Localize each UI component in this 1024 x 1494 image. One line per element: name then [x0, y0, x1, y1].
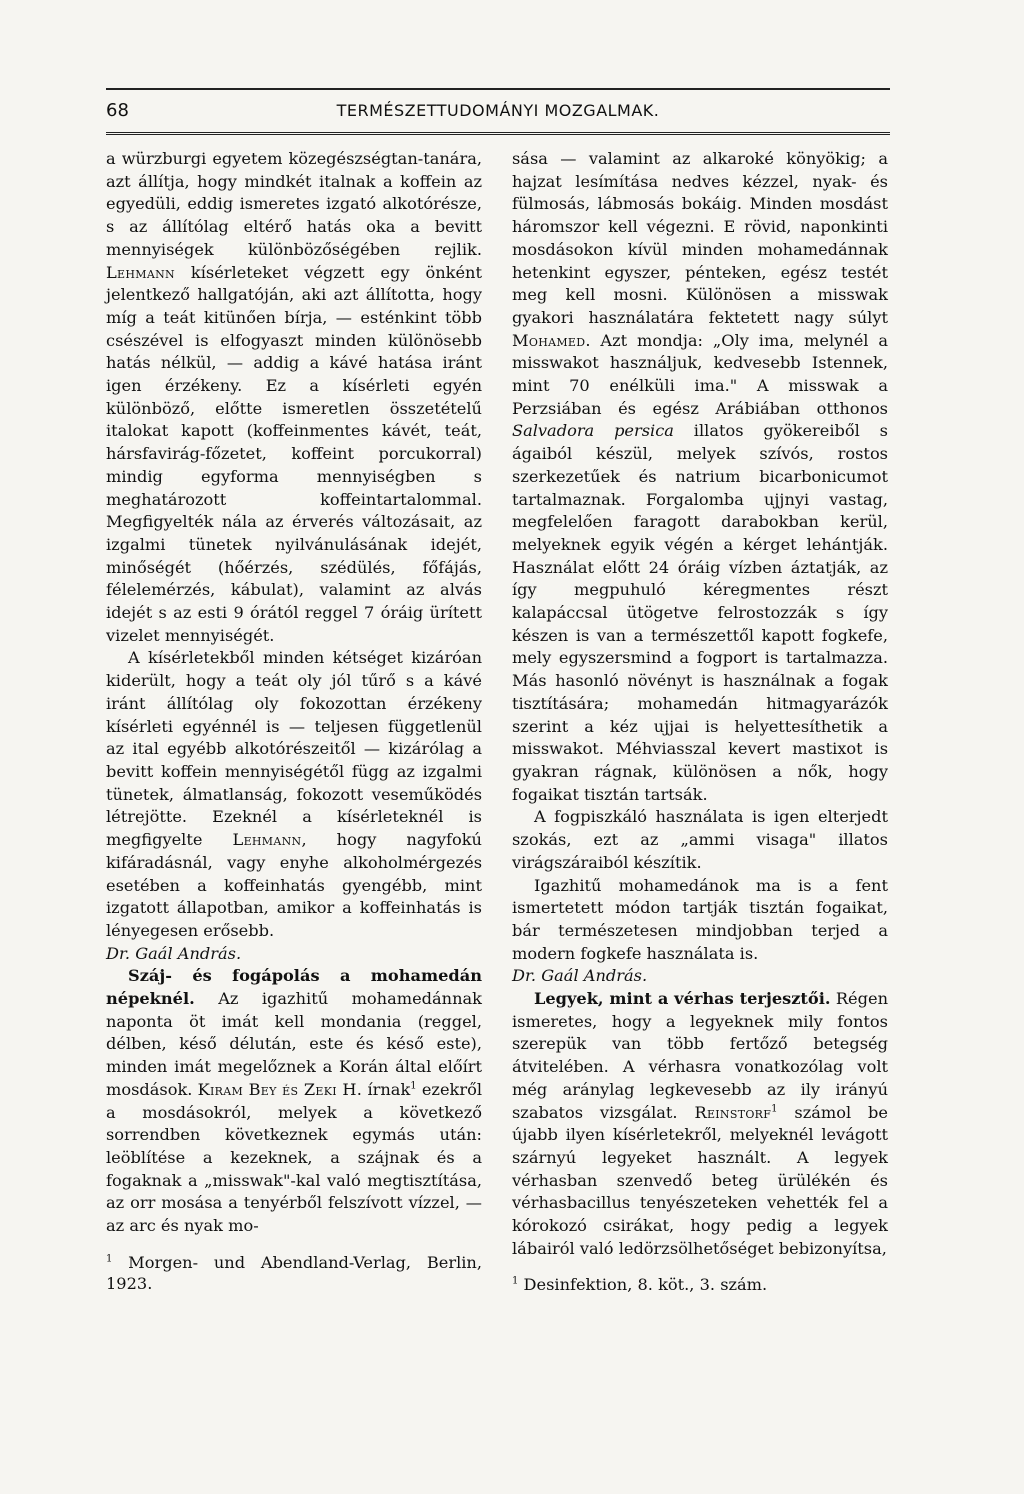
- running-title: TERMÉSZETTUDOMÁNYI MOZGALMAK.: [336, 101, 660, 120]
- coffee-paragraph-1: a würzburgi egyetem közegészségtan-tanára, azt állítja, hogy mindkét italnak a koffein az egyedüli, eddig ismeretes izgató alkotórésze, s az állítólag eltérő hatás oka a bevitt mennyiségek különbözőségében rejlik. Lehmann kísérleteket végzett egy önként jelentkező hallgatóján, aki azt állította, hogy míg a teát kitünően bírja, — esténkint több csészével is elfogyaszt minden különösebb hatás nélkül, — addig a kávé hatása iránt igen érzékeny. Ez a kísérleti egyén különböző, előtte ismeretlen összetételű italokat kapott (koffeinmentes kávét, teát, hársfavirág-főzetet, koffeint porcukorral) mindig egyforma mennyiségben s meghatározott koffeintartalommal. Megfigyelték nála az érverés változásait, az izgalmi tünetek nyilvánulásának idejét, minőségét (hőérzés, szédülés, főfájás, félelemérzés, kábulat), valamint az alvás idejét s az esti 9 órától reggel 7 óráig ürített vizelet mennyiségét.: [106, 149, 482, 645]
- right-column: [512, 148, 888, 1295]
- name-mohamed: Mohamed: [512, 330, 586, 350]
- author-names-kiram-zeki: Kiram Bey és Zeki H.: [197, 1079, 363, 1099]
- page-number: 68: [106, 100, 129, 121]
- hygiene-paragraph-1: Száj- és fogápolás a mohamedán népeknél. Az igazhitű mohamedánnak naponta öt imát kell mondania (reggel, délben, késő délután, este és késő este), minden imát megelőznek a Korán által előírt mosdások. Kiram Bey és Zeki H. írnak$^1$ ezekről a mosdásokról, melyek a következő sorrendben következnek egymás után: leöblítése a kezeknek, a szájnak és a fogaknak a „misswak"-kal való megtisztítása, az orr mosása a tenyérből felszívott vízzel, — az arc és nyak mo-: [106, 966, 483, 1236]
- signature-2: Dr. Gaál András.: [512, 966, 648, 986]
- author-name-lehmann-2: Lehmann: [232, 830, 302, 850]
- species-name: Salvadora persica: [512, 421, 674, 441]
- footnote-marker-right: 1: [771, 1103, 778, 1115]
- section-heading-flies: Legyek, mint a vérhas terjesztői.: [534, 989, 831, 1009]
- author-name-reinstorf: Reinstorf: [694, 1102, 772, 1122]
- left-column: [106, 148, 482, 1294]
- coffee-paragraph-2: A kísérletekből minden kétséget kizáróan kiderült, hogy a teát oly jól tűrő s a kávé iránt állítólag oly fokozottan érzékeny kísérleti egyénnél is — teljesen függetlenül az ital egyébb alkotórészeitől — kizárólag a bevitt koffein mennyiségétől függ az izgalmi tünetek, álmatlanság, fokozott veseműködés létrejötte. Ezeknél a kísérleteknél is megfigyelte Lehmann, hogy nagyfokú kifáradásnál, vagy enyhe alkoholmérgezés esetében a koffeinhatás gyengébb, mint izgatott állapotban, amikor a koffeinhatás is lényegesen erősebb.: [106, 648, 482, 940]
- author-name-lehmann: Lehmann: [106, 262, 175, 282]
- footnote-right: $^1$ Desinfektion, 8. köt., 3. szám.: [512, 1275, 768, 1295]
- section-heading-oral-care: Száj- és fogápolás a mohamedán népeknél.: [106, 966, 482, 1009]
- hygiene-paragraph-2: sása — valamint az alkaroké könyökig; a hajzat lesímítása nedves kézzel, nyak- és fülmosás, lábmosás bokáig. Minden mosdást háromszor kell végezni. E rövid, naponkinti mosdásokon kívül minden mohamedánnak hetenkint egyszer, pénteken, egész testét meg kell mosni. Különösen a misswak gyakori használatára fektetett nagy súlyt Mohamed. Azt mondja: „Oly ima, melynél a misswakot használjuk, kedvesebb Istennek, mint 70 enélküli ima." A misswak a Perzsiában és egész Arábiában otthonos Salvadora persica illatos gyökereiből s ágaiból készül, melyek szívós, rostos szerkezetűek és natrium bicarbonicumot tartalmaznak. Forgalomba ujjnyi vastag, megfelelően faragott darabokban kerül, melyeknek egyik végén a kérget lehántják. Használat előtt 24 óráig vízben áztatják, az így megpuhuló kéregmentes részt kalapáccsal ütögetve felrostozzák s így készen is van a természettől kapott fogkefe, mely egyszersmind a fogport is tartalmazza. Más hasonló növényt is használnak a fogak tisztítására; mohamedán hitmagyarázók szerint a kéz ujjai is helyettesíthetik a misswakot. Méhviasszal kevert mastixot is gyakran rágnak, különösen a nők, hogy fogaikat tisztán tartsák.: [512, 149, 888, 804]
- flies-paragraph: Legyek, mint a vérhas terjesztői. Régen ismeretes, hogy a legyeknek mily fontos szerepük van több fertőző betegség átvitelében. A vérhasra vonatkozólag volt még aránylag legkevesebb az ily irányú szabatos vizsgálat. Reinstorf$^1$ számol be újabb ilyen kísérletekről, melyeknél levágott szárnyú legyeket használt. A legyek vérhasban szenvedő beteg ürülékén és vérhasbacillus tenyészeteken vehették fel a kórokozó csirákat, hogy pedig a legyek lábairól való ledörzsölhetőséget bebizonyítsa,: [512, 989, 888, 1258]
- page-header: [106, 88, 890, 135]
- footnote-marker: 1: [410, 1080, 417, 1092]
- toothpick-paragraph: A fogpiszkáló használata is igen elterjedt szokás, ezt az „ammi visaga" illatos virágszáraiból készítik.: [512, 807, 888, 872]
- footnote-left: $^1$ Morgen- und Abendland-Verlag, Berlin, 1923.: [106, 1252, 482, 1293]
- signature-1: Dr. Gaál András.: [106, 943, 242, 963]
- toothbrush-paragraph: Igazhitű mohamedánok ma is a fent ismertetett módon tartják tisztán fogaikat, bár természetesen mindjobban terjed a modern fogkefe használata is.: [512, 875, 888, 963]
